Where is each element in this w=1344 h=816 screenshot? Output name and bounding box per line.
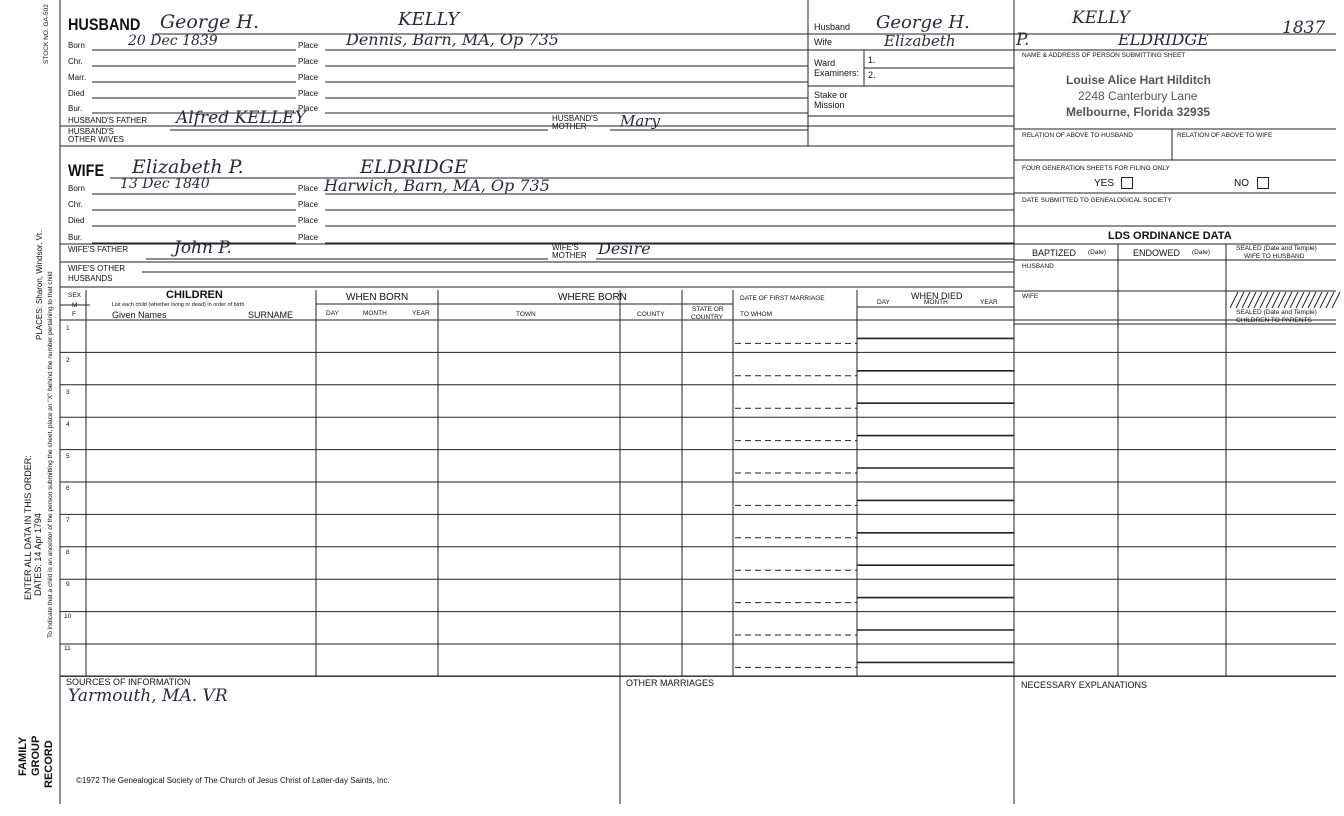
sources-value[interactable]: Yarmouth, MA. VR [68,686,228,706]
wife-bur-label: Bur. [68,233,83,242]
wifes-other-husbands-label-1: WIFE'S OTHER [68,264,126,273]
husband-chr-label: Chr. [68,57,83,66]
wife-given-name[interactable]: Elizabeth P. [132,156,244,178]
child-row-number: 4 [66,421,70,428]
child-row-number: 10 [64,613,72,620]
husband-heading: HUSBAND [68,15,141,34]
county-label: COUNTY [637,311,665,318]
where-born-label: WHERE BORN [558,292,627,303]
sources-label: SOURCES OF INFORMATION [66,677,191,687]
yes-label: YES [1094,178,1115,189]
sex-m-label: M [72,302,78,309]
stock-number: STOCK NO. GA-502 [43,4,50,64]
wifes-father-label: WIFE'S FATHER [68,245,129,254]
other-marriages-label: OTHER MARRIAGES [626,678,715,688]
form-title-record: RECORD [43,740,55,788]
ancestor-instruction: To indicate that a child is an ancestor of the person submitting the sheet, place an "X" behind the number pertaining to that child [47,271,54,638]
no-checkbox[interactable] [1257,177,1269,189]
necessary-explanations-label: NECESSARY EXPLANATIONS [1021,680,1148,690]
child-row-number: 6 [66,485,70,492]
sealed-children-label-1: SEALED (Date and Temple) [1236,309,1317,316]
ward-label: Ward [814,58,836,68]
wife-chr-place-label: Place [298,200,319,209]
husbands-mother-name[interactable]: Mary [620,112,660,130]
wife-born-place[interactable]: Harwich, Barn, MA, Op 735 [324,176,550,195]
wifes-father-name[interactable]: John P. [174,238,232,258]
dates-instruction: DATES: 14 Apr 1794 [33,513,43,596]
husband-marr-label: Marr. [68,73,87,82]
copyright-notice: ©1972 The Genealogical Society of The Church of Jesus Christ of Latter-day Saints, Inc. [76,776,390,785]
submitter-city[interactable]: Melbourne, Florida 32935 [1066,105,1211,119]
husbands-father-name[interactable]: Alfred KELLEY [176,108,306,128]
wifes-mother-label-2: MOTHER [552,251,587,260]
places-instruction: PLACES: Sharon, Windsor, Vt. [35,230,44,340]
wife-chr-label: Chr. [68,200,83,209]
child-row-number: 1 [66,325,70,332]
husband-given-name[interactable]: George H. [160,11,259,33]
husband-bur-label: Bur. [68,104,83,113]
wife-heading: WIFE [68,161,105,180]
lds-wife-row-label: WIFE [1022,293,1039,300]
wifes-other-husbands-label-2: HUSBANDS [68,274,113,283]
husband-surname[interactable]: KELLY [398,9,460,30]
enter-order-instruction: ENTER ALL DATA IN THIS ORDER: [23,455,33,600]
sealed-wife-label-2: WIFE TO HUSBAND [1244,253,1305,260]
surname-label: SURNAME [248,310,294,320]
child-row-number: 11 [64,645,71,652]
no-label: NO [1234,178,1249,189]
relation-wife-label: RELATION OF ABOVE TO WIFE [1177,132,1273,139]
box-wife-given[interactable]: Elizabeth [884,32,956,50]
husband-born-date[interactable]: 20 Dec 1839 [128,33,218,49]
examiners-label: Examiners: [814,68,860,78]
given-names-label: Given Names [112,310,167,320]
town-label: TOWN [516,311,536,318]
wifes-mother-name[interactable]: Desire [598,239,651,258]
lds-husband-row-label: HUSBAND [1022,263,1054,270]
husband-died-place-label: Place [298,89,319,98]
wife-born-place-label: Place [298,184,319,193]
child-row-number: 8 [66,549,70,556]
husbands-mother-label-1: HUSBAND'S [552,114,598,123]
endowed-label: ENDOWED [1133,248,1180,258]
first-marriage-label: DATE OF FIRST MARRIAGE [740,295,825,302]
form-title-group: GROUP [30,735,42,776]
yes-checkbox[interactable] [1121,177,1133,189]
wife-bur-place-label: Place [298,233,319,242]
lds-ordinance-title: LDS ORDINANCE DATA [1108,230,1232,242]
children-heading: CHILDREN [166,289,223,301]
sex-label: SEX [68,292,82,299]
husband-bur-place-label: Place [298,104,319,113]
examiner-1-label: 1. [868,55,876,65]
box-husband-given[interactable]: George H. [876,12,970,33]
sex-f-label: F [72,311,76,318]
wife-died-label: Died [68,216,85,225]
four-generation-label: FOUR GENERATION SHEETS FOR FILING ONLY [1022,165,1170,172]
box-husband-surname[interactable]: KELLY [1072,8,1130,28]
box-husband-label: Husband [814,22,851,32]
examiner-2-label: 2. [868,70,876,80]
died-day-label: DAY [877,299,890,306]
born-month-label: MONTH [363,310,387,317]
husbands-mother-label-2: MOTHER [552,122,587,131]
stake-label-1: Stake or [814,90,848,100]
husbands-other-wives-label-1: HUSBAND'S [68,127,114,136]
wife-surname[interactable]: ELDRIDGE [360,156,468,178]
relation-husband-label: RELATION OF ABOVE TO HUSBAND [1022,132,1133,139]
died-month-label: MONTH [924,299,948,306]
box-wife-label: Wife [814,37,832,47]
wife-born-label: Born [68,184,85,193]
date-submitted-label: DATE SUBMITTED TO GENEALOGICAL SOCIETY [1022,197,1172,204]
born-day-label: DAY [326,310,339,317]
when-born-label: WHEN BORN [346,292,409,303]
baptized-date-label: (Date) [1088,249,1107,256]
submitter-street[interactable]: 2248 Canterbury Lane [1078,89,1198,103]
child-row-number: 3 [66,389,70,396]
when-died-label: WHEN DIED [911,291,963,301]
husband-died-label: Died [68,89,85,98]
to-whom-label: TO WHOM [740,311,773,318]
husbands-father-label: HUSBAND'S FATHER [68,116,148,125]
husband-born-place-label: Place [298,41,319,50]
child-row-number: 2 [66,357,70,364]
submitter-label: NAME & ADDRESS OF PERSON SUBMITTING SHEET [1022,52,1186,59]
wife-born-date[interactable]: 13 Dec 1840 [120,176,210,192]
box-wife-middle[interactable]: P. [1016,30,1030,50]
born-year-label: YEAR [412,310,430,317]
husband-born-label: Born [68,41,85,50]
sealed-children-label-2: CHILDREN TO PARENTS [1236,317,1312,324]
husbands-other-wives-label-2: OTHER WIVES [68,135,125,144]
child-row-number: 9 [66,581,70,588]
box-wife-surname[interactable]: ELDRIDGE [1118,30,1209,49]
husband-born-place[interactable]: Dennis, Barn, MA, Op 735 [346,30,559,49]
endowed-date-label: (Date) [1192,249,1211,256]
husband-marr-place-label: Place [298,73,319,82]
child-row-number: 5 [66,453,70,460]
wife-died-place-label: Place [298,216,319,225]
form-title-family: FAMILY [17,736,29,776]
children-instruction: List each child (whether living or dead) in order of birth [112,302,245,308]
submitter-name[interactable]: Louise Alice Hart Hilditch [1066,73,1211,87]
stake-label-2: Mission [814,100,845,110]
child-row-number: 7 [66,517,70,524]
died-year-label: YEAR [980,299,998,306]
sealed-wife-label-1: SEALED (Date and Temple) [1236,245,1317,252]
state-label-1: STATE OR [692,306,724,313]
husband-chr-place-label: Place [298,57,319,66]
state-label-2: COUNTRY [691,314,724,321]
box-year[interactable]: 1837 [1282,18,1326,38]
baptized-label: BAPTIZED [1032,248,1077,258]
wifes-mother-label-1: WIFE'S [552,243,579,252]
